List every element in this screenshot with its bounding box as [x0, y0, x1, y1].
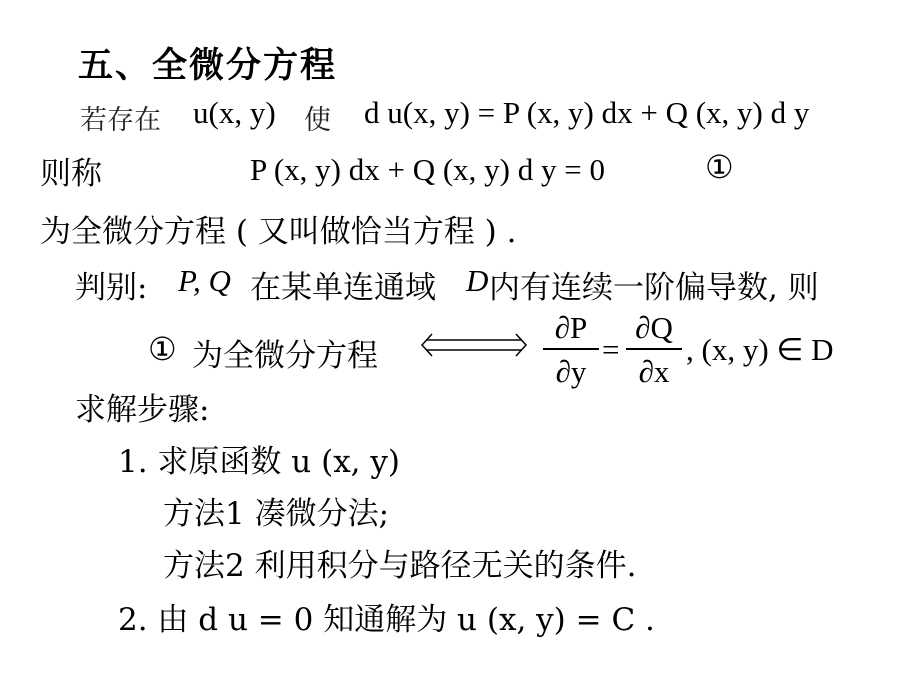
equation-number: ① [705, 148, 734, 186]
step-2: 2. 由 d u = 0 知通解为 u (x, y) = C . [118, 602, 655, 638]
fraction-dp-dy [543, 310, 599, 390]
method-2: 方法2 利用积分与路径无关的条件. [163, 548, 637, 584]
exact-equation: P (x, y) dx + Q (x, y) d y = 0 [250, 152, 605, 187]
condition-text: 为全微分方程 [192, 338, 378, 374]
total-differential-equation: d u(x, y) = P (x, y) dx + Q (x, y) d y [364, 95, 810, 130]
fraction-dp-numerator: ∂P [554, 310, 588, 345]
criterion-text-b: 内有连续一阶偏导数, 则 [489, 270, 819, 306]
fraction-dp-denominator: ∂y [555, 353, 587, 389]
u-expression: u(x, y) [193, 95, 276, 130]
step-1: 1. 求原函数 u (x, y) [118, 444, 400, 480]
criterion-label: 判别: [75, 270, 148, 306]
equals-sign: = [602, 332, 620, 367]
then-called-label: 则称 [40, 156, 102, 192]
definition-text: 为全微分方程 ( 又叫做恰当方程 ) . [40, 214, 517, 250]
page-title: 五、全微分方程 [78, 46, 338, 86]
equivalence-arrow [418, 330, 530, 360]
steps-label: 求解步骤: [75, 392, 210, 428]
fraction-dq-dx [626, 310, 682, 390]
domain-condition: , (x, y) ∈ D [686, 332, 834, 367]
domain-d: D [466, 263, 489, 298]
fraction-dq-denominator: ∂x [638, 353, 670, 389]
condition-number: ① [148, 330, 177, 368]
method-1: 方法1 凑微分法; [163, 496, 390, 532]
exists-label: 若存在 [80, 105, 161, 136]
criterion-text-a: 在某单连通域 [250, 270, 436, 306]
use-label: 使 [304, 105, 331, 136]
pq-symbols: P, Q [178, 263, 231, 298]
fraction-dq-numerator: ∂Q [635, 310, 673, 345]
